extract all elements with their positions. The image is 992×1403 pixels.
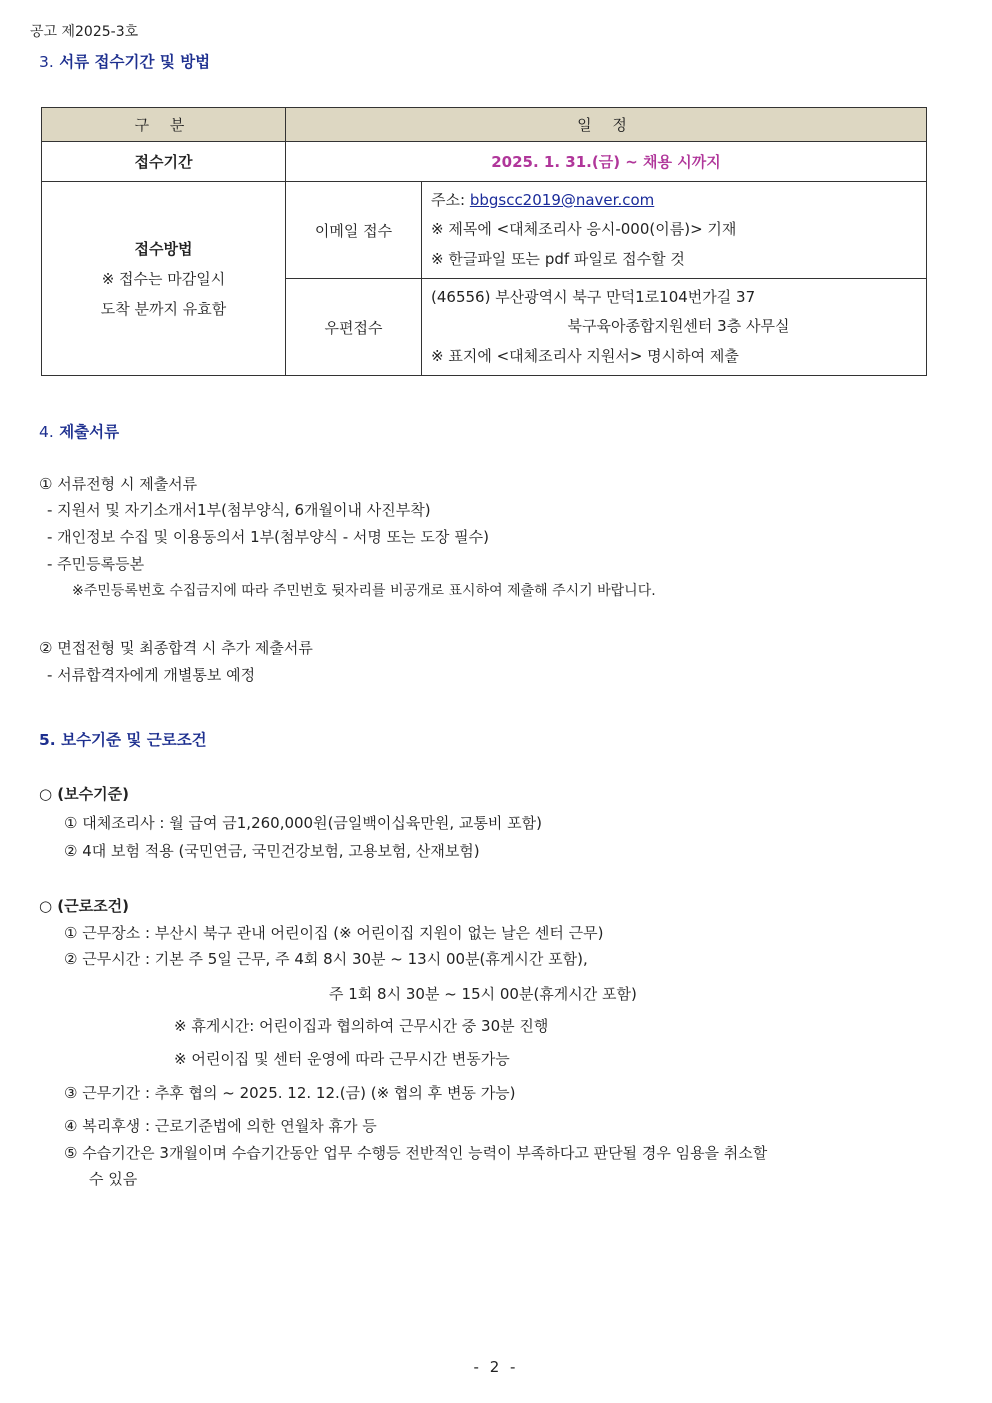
method-note-1: ※ 접수는 마감일시 <box>101 269 226 288</box>
post-details <box>422 279 927 376</box>
application-schedule-table <box>41 107 927 376</box>
post-address: (46556) 부산광역시 북구 만덕1로104번가길 37 <box>431 287 756 306</box>
header-category: 구 분 <box>42 108 286 142</box>
method-label: 접수방법 <box>134 239 193 258</box>
section-5-heading <box>39 728 207 750</box>
docs-item-7: - 서류합격자에게 개별통보 예정 <box>47 666 256 684</box>
email-label: 이메일 접수 <box>286 182 422 279</box>
work-item-2b: 주 1회 8시 30분 ~ 15시 00분(휴게시간 포함) <box>329 985 637 1003</box>
table-row-period <box>42 142 927 182</box>
period-label: 접수기간 <box>42 142 286 182</box>
section-5-number: 5. <box>39 731 56 749</box>
page-number: - 2 - <box>473 1358 519 1376</box>
post-office: 북구육아종합지원센터 3층 사무실 <box>567 317 790 336</box>
notice-number: 공고 제2025-3호 <box>30 24 139 40</box>
work-item-2: ② 근무시간 : 기본 주 5일 근무, 주 4회 8시 30분 ~ 13시 00분(휴게시간 포함), <box>64 950 588 968</box>
work-change-note: ※ 어린이집 및 센터 운영에 따라 근무시간 변동가능 <box>174 1050 510 1068</box>
table-row-email <box>42 182 927 279</box>
work-heading: ○ (근로조건) <box>39 897 129 915</box>
docs-item-3: - 개인정보 수집 및 이용동의서 1부(첨부양식 - 서명 또는 도장 필수) <box>47 528 490 546</box>
period-value: 2025. 1. 31.(금) ~ 채용 시까지 <box>286 142 927 182</box>
pay-item-1: ① 대체조리사 : 월 급여 금1,260,000원(금일백이십육만원, 교통비 포함) <box>64 814 542 832</box>
section-4-heading <box>39 420 119 442</box>
method-cell <box>42 182 286 376</box>
docs-item-6: ② 면접전형 및 최종합격 시 추가 제출서류 <box>39 639 313 657</box>
pay-item-2: ② 4대 보험 적용 (국민연금, 국민건강보험, 고용보험, 산재보험) <box>64 842 480 860</box>
post-cover-note: ※ 표지에 <대체조리사 지원서> 명시하여 제출 <box>431 346 739 365</box>
docs-item-2: - 지원서 및 자기소개서1부(첨부양식, 6개월이내 사진부착) <box>47 501 431 519</box>
work-item-3: ③ 근무기간 : 추후 협의 ~ 2025. 12. 12.(금) (※ 협의 후 변동 가능) <box>64 1084 516 1102</box>
post-label: 우편접수 <box>286 279 422 376</box>
work-item-5: ⑤ 수습기간은 3개월이며 수습기간동안 업무 수행등 전반적인 능력이 부족하다고 판단될 경우 임용을 취소할 <box>64 1144 768 1162</box>
work-item-5-cont: 수 있음 <box>89 1170 138 1188</box>
docs-item-5: ※주민등록번호 수집금지에 따라 주민번호 뒷자리를 비공개로 표시하여 제출해 주시기 바랍니다. <box>72 583 656 599</box>
section-4-title: 제출서류 <box>59 423 120 441</box>
email-prefix: 주소: <box>431 190 470 209</box>
section-3-title: 서류 접수기간 및 방법 <box>59 53 211 71</box>
work-item-1: ① 근무장소 : 부산시 북구 관내 어린이집 (※ 어린이집 지원이 없는 날은 센터 근무) <box>64 924 604 942</box>
work-item-4: ④ 복리후생 : 근로기준법에 의한 연월차 휴가 등 <box>64 1117 377 1135</box>
docs-item-4: - 주민등록등본 <box>47 555 145 573</box>
method-note-2: 도착 분까지 유효함 <box>100 299 227 318</box>
email-subject-note: ※ 제목에 <대체조리사 응시-000(이름)> 기재 <box>431 220 737 239</box>
section-5-title: 보수기준 및 근로조건 <box>61 731 207 749</box>
email-details <box>422 182 927 279</box>
docs-item-1: ① 서류전형 시 제출서류 <box>39 475 198 493</box>
table-header-row <box>42 108 927 142</box>
email-link[interactable]: bbgscc2019@naver.com <box>469 190 655 209</box>
section-4-number: 4. <box>39 423 54 441</box>
work-break-note: ※ 휴게시간: 어린이집과 협의하여 근무시간 중 30분 진행 <box>174 1017 549 1035</box>
header-schedule: 일 정 <box>286 108 927 142</box>
pay-heading: ○ (보수기준) <box>39 785 129 803</box>
section-3-number: 3. <box>39 53 54 71</box>
email-format-note: ※ 한글파일 또는 pdf 파일로 접수할 것 <box>431 249 685 268</box>
section-3-heading <box>39 50 210 72</box>
email-address-line <box>431 186 926 216</box>
